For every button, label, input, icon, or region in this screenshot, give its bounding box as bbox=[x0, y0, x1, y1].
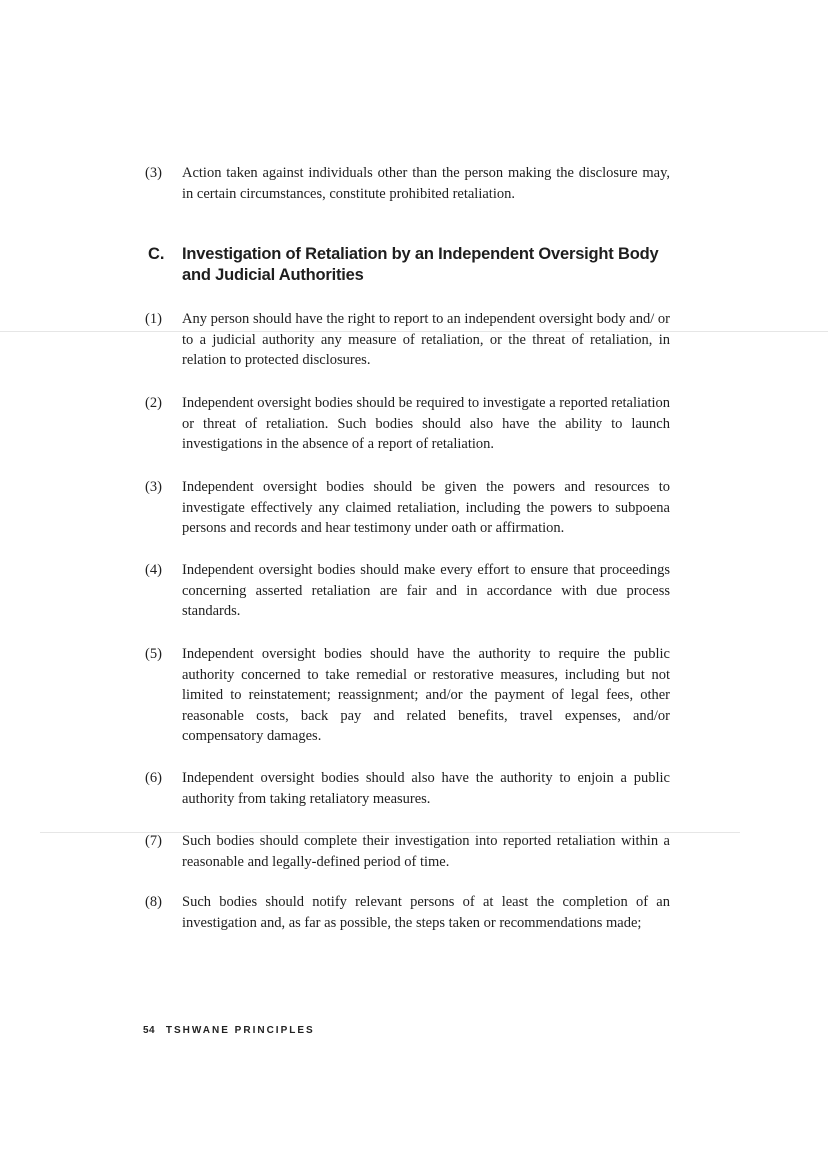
list-item bbox=[145, 892, 670, 933]
item-number: (6) bbox=[145, 770, 162, 786]
item-number: (2) bbox=[145, 395, 162, 411]
intro-paragraph bbox=[145, 163, 670, 204]
item-number: (3) bbox=[145, 479, 162, 495]
running-title: TSHWANE PRINCIPLES bbox=[165, 1025, 315, 1036]
item-number: (4) bbox=[145, 562, 162, 578]
list-item bbox=[145, 477, 670, 539]
list-item bbox=[145, 831, 670, 872]
list-item bbox=[145, 393, 670, 455]
section-heading bbox=[145, 244, 685, 286]
item-text: Any person should have the right to report to an independent oversight body and/ or to a judicial authority any measure of retaliation, or the threat of retaliation, in relation to protected disclosures. bbox=[182, 311, 670, 368]
item-number: (5) bbox=[145, 646, 162, 662]
list-item bbox=[145, 560, 670, 622]
item-text: Such bodies should notify relevant persons of at least the completion of an investigation and, as far as possible, the steps taken or recommendations made; bbox=[182, 894, 670, 931]
item-number: (1) bbox=[145, 311, 162, 327]
item-text: Such bodies should complete their investigation into reported retaliation within a reasonable and legally-defined period of time. bbox=[182, 833, 670, 870]
item-text: Independent oversight bodies should make every effort to ensure that proceedings concerning asserted retaliation are fair and in accordance with due process standards. bbox=[182, 562, 670, 619]
list-item bbox=[145, 309, 670, 371]
item-text: Independent oversight bodies should be given the powers and resources to investigate effectively any claimed retaliation, including the powers to subpoena persons and records and hear testimony under oath or affirmation. bbox=[182, 479, 670, 536]
item-text: Independent oversight bodies should also have the authority to enjoin a public authority from taking retaliatory measures. bbox=[182, 770, 670, 807]
page-number: 54 bbox=[143, 1025, 156, 1036]
paragraph-number: (3) bbox=[145, 165, 162, 181]
list-item bbox=[145, 644, 670, 747]
item-number: (8) bbox=[145, 894, 162, 910]
item-text: Independent oversight bodies should have the authority to require the public authority concerned to take remedial or restorative measures, including but not limited to reinstatement; reassignment; and/or the payment of legal fees, other reasonable costs, back pay and related benefits, travel expenses, and/or compensatory damages. bbox=[182, 646, 670, 744]
section-letter: C. bbox=[148, 245, 165, 263]
paragraph-text: Action taken against individuals other than the person making the disclosure may, in certain circumstances, constitute prohibited retaliation. bbox=[182, 165, 670, 202]
section-title: Investigation of Retaliation by an Independent Oversight Body and Judicial Authorities bbox=[182, 245, 659, 284]
list-item bbox=[145, 768, 670, 809]
item-text: Independent oversight bodies should be required to investigate a reported retaliation or threat of retaliation. Such bodies should also have the ability to launch investigations in the absence of a report of retaliation. bbox=[182, 395, 671, 452]
item-number: (7) bbox=[145, 833, 162, 849]
page-footer bbox=[143, 1025, 315, 1036]
